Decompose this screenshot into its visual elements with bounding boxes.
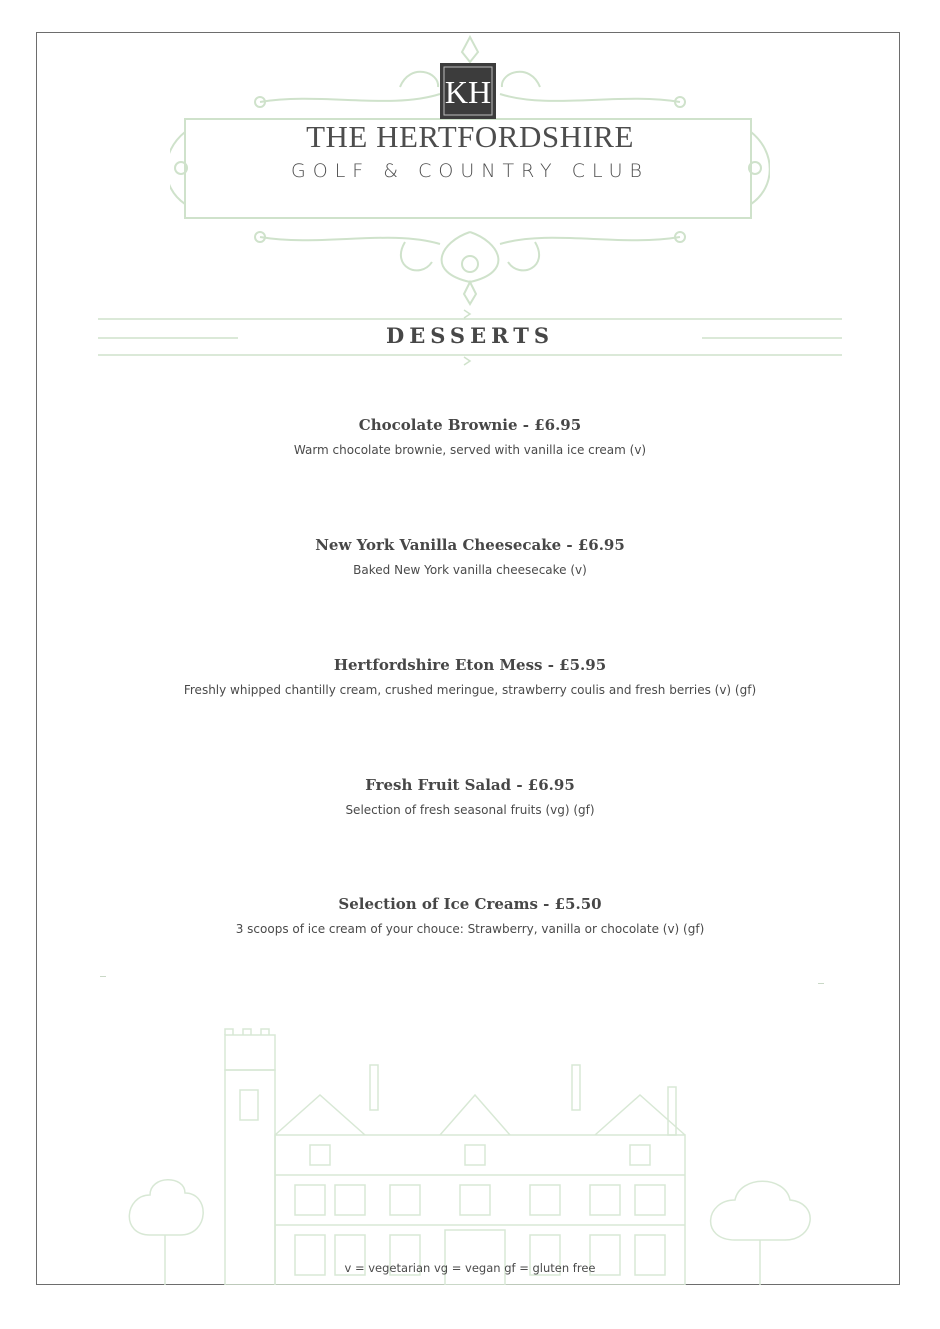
- menu-item-description: 3 scoops of ice cream of your chouce: Strawberry, vanilla or chocolate (v) (gf): [235, 922, 705, 936]
- kh-monogram-logo-icon: [440, 63, 496, 119]
- menu-item-title: Fresh Fruit Salad - £6.95: [365, 776, 575, 794]
- menu-item-description: Warm chocolate brownie, served with vanilla ice cream (v): [293, 443, 647, 457]
- menu-item: [0, 776, 940, 817]
- menu-item: [0, 536, 940, 577]
- menu-item: [0, 416, 940, 457]
- dietary-legend: v = vegetarian vg = vegan gf = gluten free: [344, 1261, 596, 1275]
- svg-text:KH: KH: [444, 74, 492, 110]
- menu-item: [0, 895, 940, 936]
- menu-item-description: Selection of fresh seasonal fruits (vg) (gf): [345, 803, 595, 817]
- menu-item-title: Hertfordshire Eton Mess - £5.95: [333, 656, 607, 674]
- divider-dash: [100, 976, 106, 977]
- club-name-line1: THE HERTFORDSHIRE: [306, 119, 634, 154]
- menu-item-title: Selection of Ice Creams - £5.50: [338, 895, 602, 913]
- divider-dash: [818, 983, 824, 984]
- menu-item-description: Freshly whipped chantilly cream, crushed meringue, strawberry coulis and fresh berries (v) (gf): [183, 683, 757, 697]
- section-title: DESSERTS: [386, 323, 554, 348]
- menu-item-title: New York Vanilla Cheesecake - £6.95: [315, 536, 625, 554]
- menu-item: [0, 656, 940, 697]
- menu-item-title: Chocolate Brownie - £6.95: [358, 416, 582, 434]
- menu-item-description: Baked New York vanilla cheesecake (v): [353, 563, 587, 577]
- club-name-line2: GOLF & COUNTRY CLUB: [291, 160, 649, 182]
- manor-house-illustration-icon: [120, 1025, 820, 1285]
